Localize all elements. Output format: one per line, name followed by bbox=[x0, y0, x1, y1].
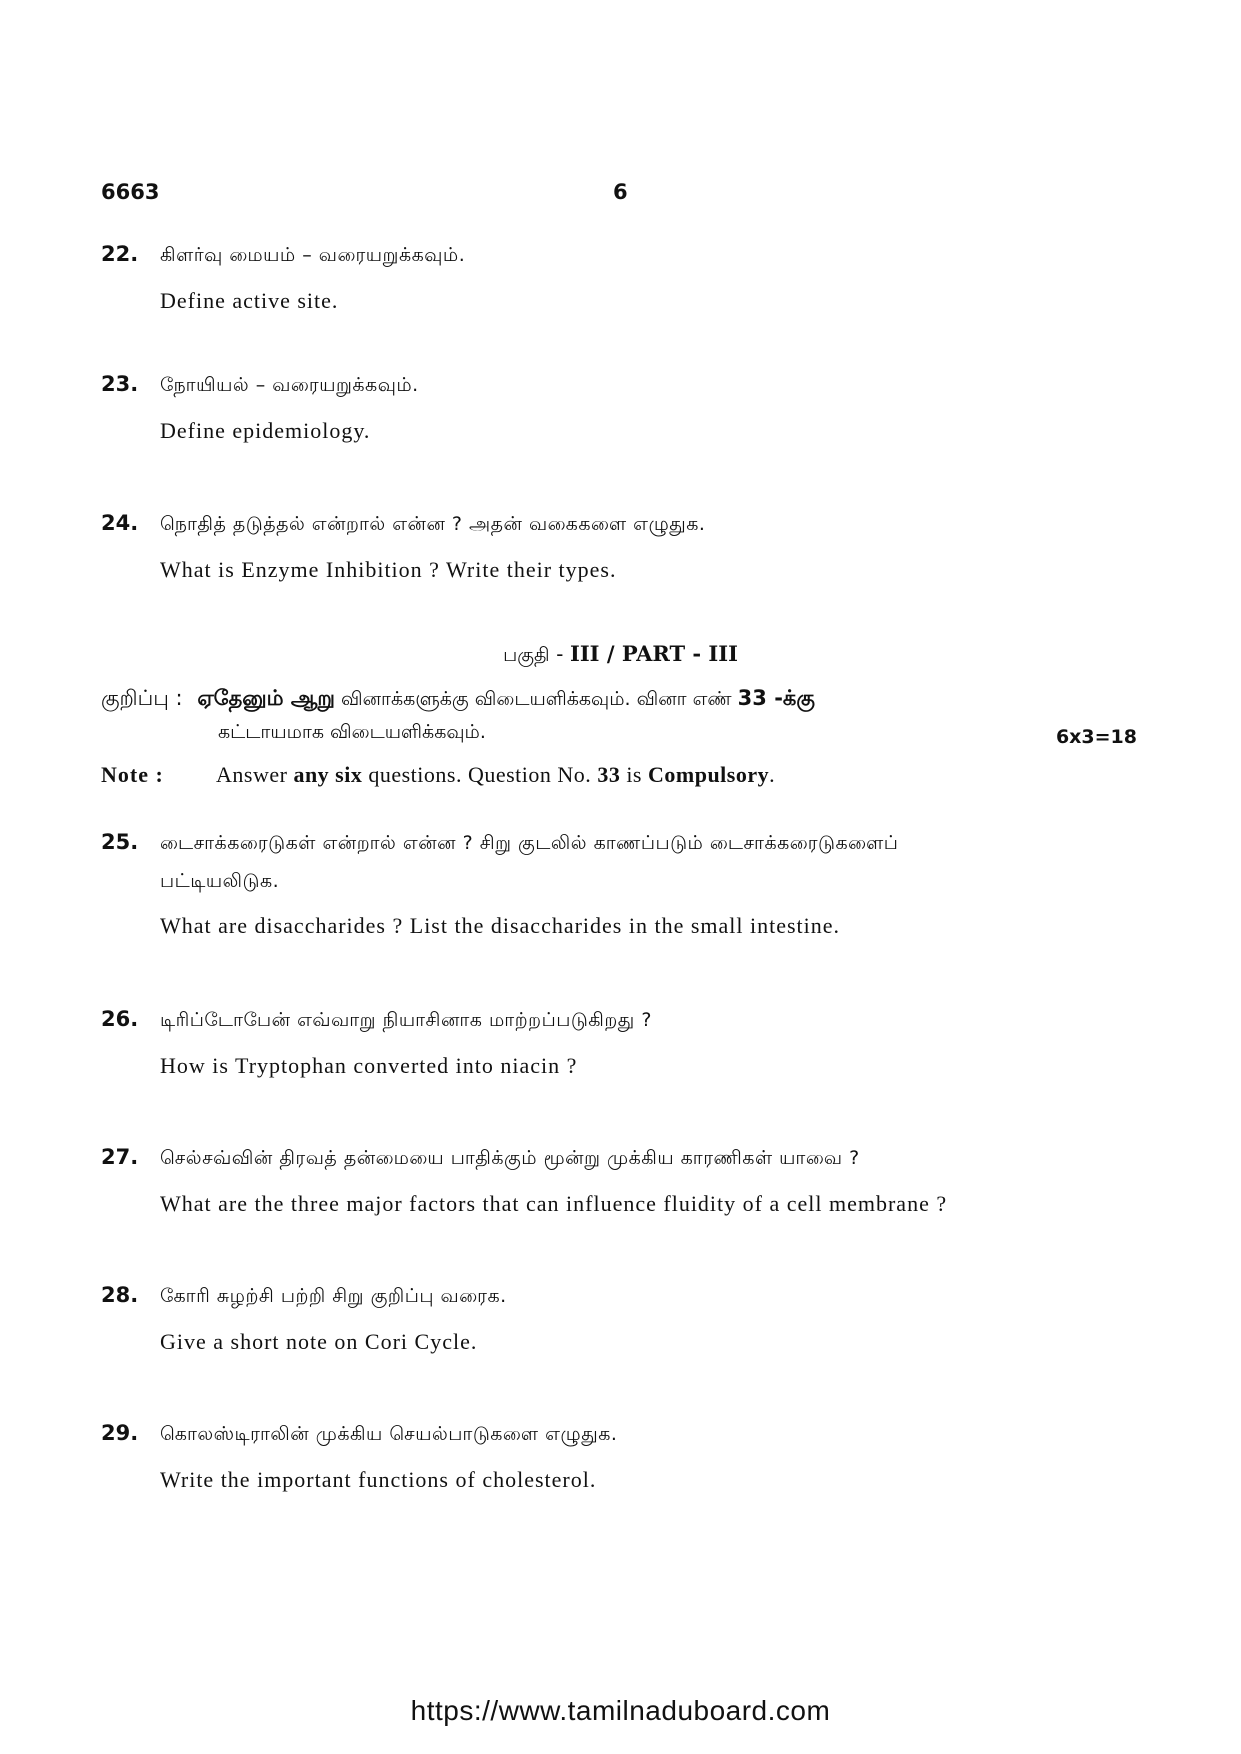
question-number: 27. bbox=[101, 1145, 139, 1169]
section-title-tamil: பகுதி bbox=[503, 644, 550, 666]
note-english-compulsory: Compulsory bbox=[648, 762, 770, 787]
note-tamil-33: 33 bbox=[737, 686, 767, 710]
question-english: Define epidemiology. bbox=[160, 418, 371, 443]
note-english-33: 33 bbox=[597, 762, 621, 787]
section-title-part: PART - III bbox=[621, 641, 738, 666]
note-tamil bbox=[101, 686, 815, 713]
note-english-part4: . bbox=[769, 762, 776, 787]
question-english: What is Enzyme Inhibition ? Write their types. bbox=[160, 557, 617, 582]
question-number: 26. bbox=[101, 1007, 139, 1031]
page-number: 6 bbox=[613, 180, 628, 204]
question-number: 25. bbox=[101, 830, 139, 854]
paper-code: 6663 bbox=[101, 180, 160, 204]
question-tamil: கிளர்வு மையம் – வரையறுக்கவும். bbox=[160, 244, 466, 266]
question-tamil: செல்சவ்வின் திரவத் தன்மையை பாதிக்கும் மூன்று முக்கிய காரணிகள் யாவை ? bbox=[160, 1147, 860, 1169]
note-english bbox=[216, 762, 775, 788]
question-tamil: நொதித் தடுத்தல் என்றால் என்ன ? அதன் வகைகளை எழுதுக. bbox=[160, 513, 706, 535]
question-number: 23. bbox=[101, 372, 139, 396]
section-title-roman: III bbox=[570, 641, 600, 666]
question-number: 28. bbox=[101, 1283, 139, 1307]
note-tamil-label: குறிப்பு : bbox=[101, 686, 183, 710]
question-number: 29. bbox=[101, 1421, 139, 1445]
question-number: 24. bbox=[101, 511, 139, 535]
section-heading bbox=[0, 641, 1241, 669]
note-english-any-six: any six bbox=[293, 762, 363, 787]
question-tamil: டைசாக்கரைடுகள் என்றால் என்ன ? சிறு குடலில் காணப்படும் டைசாக்கரைடுகளைப் bbox=[160, 832, 899, 854]
marks-scheme: 6x3=18 bbox=[1055, 726, 1137, 748]
question-english: What are disaccharides ? List the disaccharides in the small intestine. bbox=[160, 913, 841, 938]
question-english: Write the important functions of cholesterol. bbox=[160, 1467, 597, 1492]
section-title-sep: - bbox=[549, 642, 571, 666]
question-english: Give a short note on Cori Cycle. bbox=[160, 1329, 478, 1354]
note-tamil-end: -க்கு bbox=[766, 686, 815, 710]
note-tamil-any-six: ஏதேனும் ஆறு bbox=[197, 686, 335, 710]
question-tamil-line2: பட்டியலிடுக. bbox=[160, 870, 280, 892]
question-tamil: டிரிப்டோபேன் எவ்வாறு நியாசினாக மாற்றப்படுகிறது ? bbox=[160, 1009, 652, 1031]
footer-url: https://www.tamilnaduboard.com bbox=[410, 1695, 831, 1726]
note-english-part3: is bbox=[620, 762, 648, 787]
note-english-part2: questions. Question No. bbox=[362, 762, 598, 787]
question-tamil: கோரி சுழற்சி பற்றி சிறு குறிப்பு வரைக. bbox=[160, 1285, 507, 1307]
note-tamil-mid: வினாக்களுக்கு விடையளிக்கவும். வினா எண் bbox=[334, 688, 738, 710]
note-english-label: Note : bbox=[101, 762, 164, 787]
note-tamil-line2: கட்டாயமாக விடையளிக்கவும். bbox=[218, 721, 486, 743]
question-tamil: நோயியல் – வரையறுக்கவும். bbox=[160, 374, 419, 396]
question-english: Define active site. bbox=[160, 288, 339, 313]
question-tamil: கொலஸ்டிராலின் முக்கிய செயல்பாடுகளை எழுதுக. bbox=[160, 1423, 618, 1445]
note-english-part1: Answer bbox=[216, 762, 294, 787]
question-english: How is Tryptophan converted into niacin ? bbox=[160, 1053, 578, 1078]
question-number: 22. bbox=[101, 242, 139, 266]
question-english: What are the three major factors that can influence fluidity of a cell membrane ? bbox=[160, 1191, 948, 1216]
section-title-slash: / bbox=[599, 641, 622, 666]
